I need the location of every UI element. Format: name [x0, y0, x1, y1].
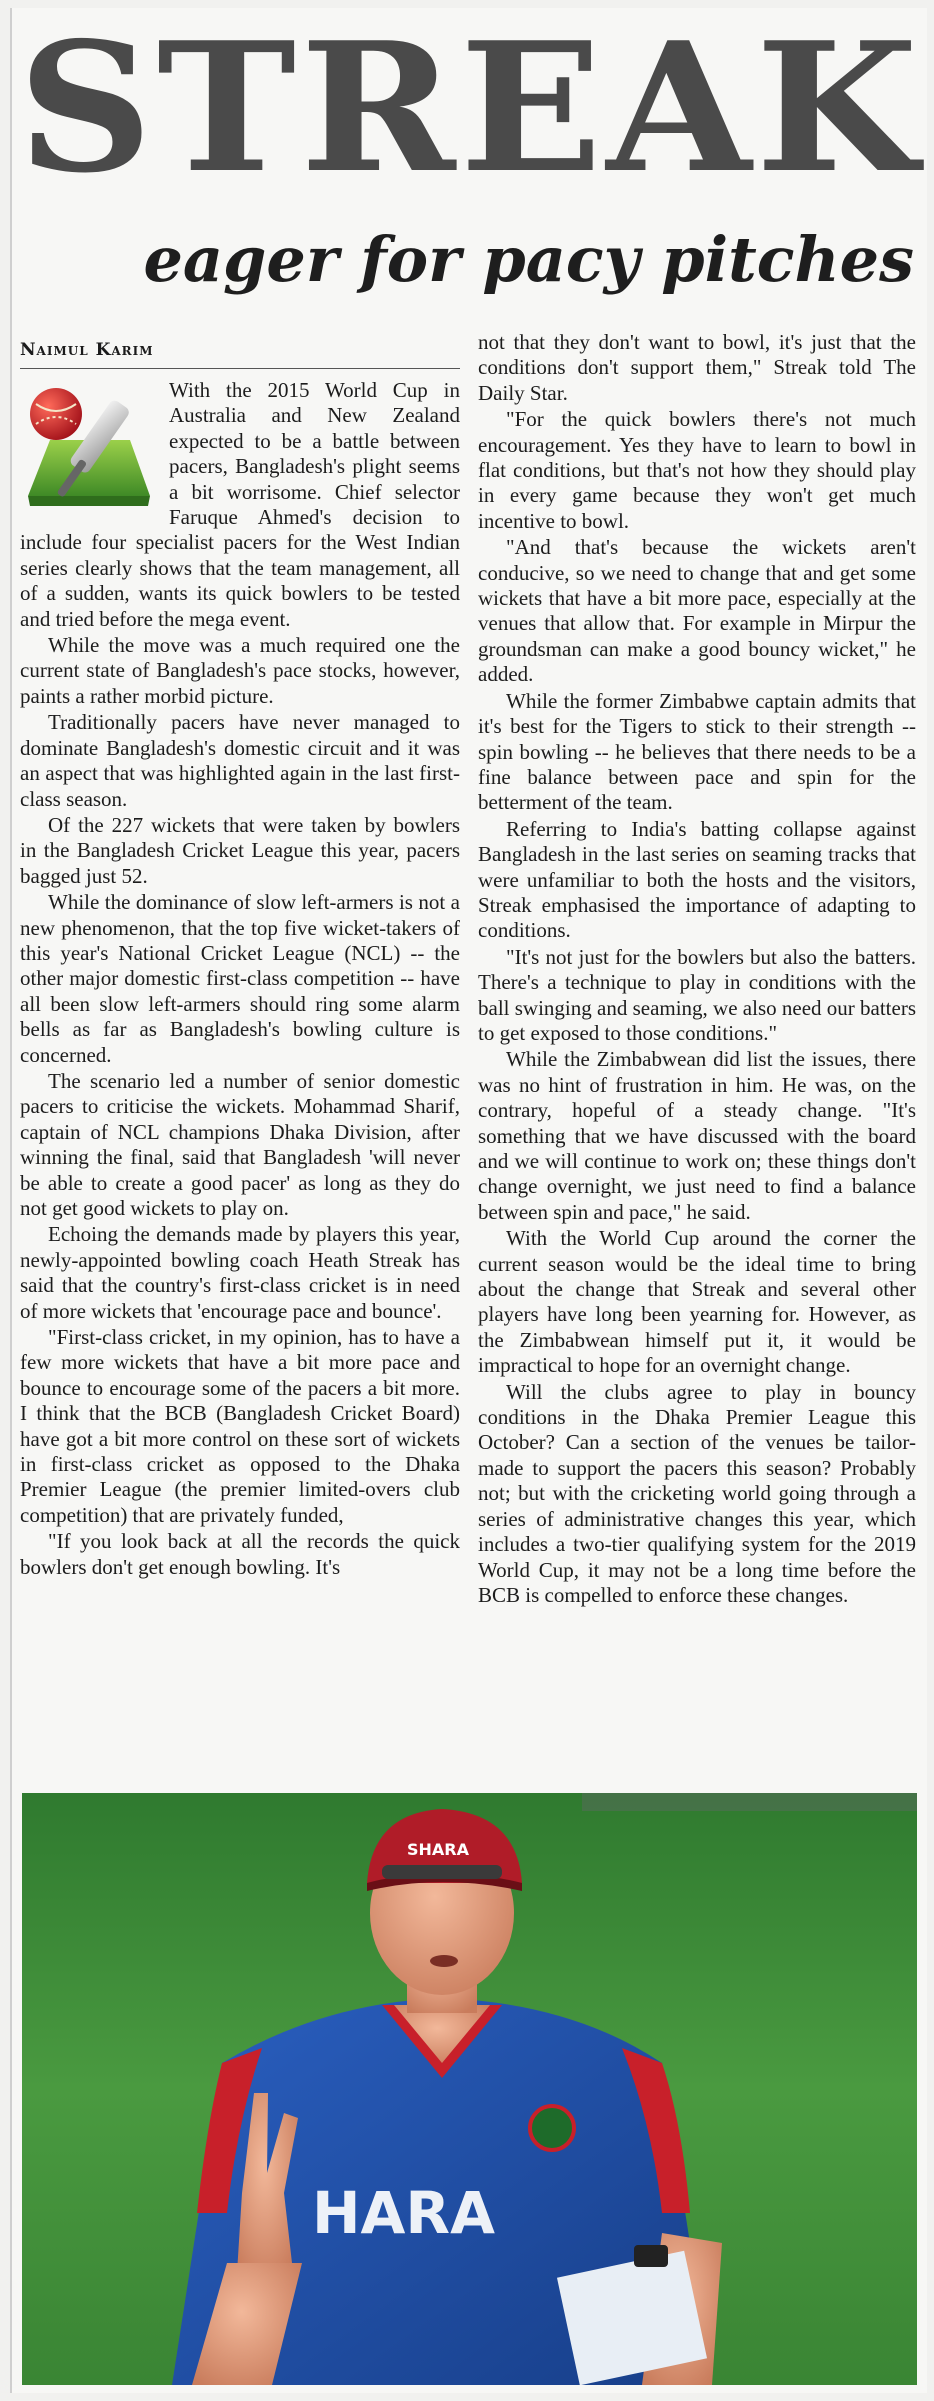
paragraph: "First-class cricket, in my opinion, has to have a few more wickets that have a bit more pace and bounce to encourage some of the pacers a bit more. I think that the BCB (Bangladesh Cricket Board) have got a bit more control on these sort of wickets in first-class cricket as opposed to the Dhaka Premier League (the premier limited-overs club competition) that are privately funded,: [20, 1325, 460, 1527]
paragraph: While the move was a much required one the current state of Bangladesh's pace stocks, however, paints a rather morbid picture.: [20, 633, 460, 708]
article-column-2: [478, 330, 916, 1609]
coach-photo: [22, 1793, 917, 2385]
paragraph: The scenario led a number of senior domestic pacers to criticise the wickets. Mohammad Sharif, captain of NCL champions Dhaka Division, after winning the final, said that Bangladesh 'will never be able to create a good pacer' as long as they do not get good wickets to play on.: [20, 1068, 460, 1220]
headline: STREAK: [17, 3, 923, 212]
paragraph: "If you look back at all the records the quick bowlers don't get enough bowling. It's: [20, 1529, 460, 1579]
subheadline: eager for pacy pitches: [143, 223, 914, 296]
paragraph: "And that's because the wickets aren't conducive, so we need to change that and get some wickets that have a bit more pace, especially at the venues that allow that. For example in Mirpur the groundsman can make a good bouncy wicket," he added.: [478, 535, 916, 687]
paragraph: Referring to India's batting collapse against Bangladesh in the last series on seaming tracks that were unfamiliar to both the hosts and the visitors, Streak emphasised the importance of adapting to conditions.: [478, 816, 916, 943]
byline: Naimul Karim: [20, 340, 460, 369]
paragraph: With the World Cup around the corner the current season would be the ideal time to bring about the change that Streak and several other players have long been yearning for. However, as the Zimbabwean himself put it, it would be impractical to hope for an overnight change.: [478, 1226, 916, 1378]
paragraph: Will the clubs agree to play in bouncy conditions in the Dhaka Premier League this October? Can a section of the venues be tailor-made to support the pacers this season? Probably not; but with the cricketing world going through a series of administrative changes this year, which includes a two-tier qualifying system for the 2019 World Cup, it may not be a long time before the BCB is compelled to enforce these changes.: [478, 1379, 916, 1607]
paragraph: Echoing the demands made by players this year, newly-appointed bowling coach Heath Streak has said that the country's first-class cricket is in need of more wickets that 'encourage pace and bounce'.: [20, 1222, 460, 1323]
paragraph: Of the 227 wickets that were taken by bowlers in the Bangladesh Cricket League this year, pacers bagged just 52.: [20, 812, 460, 888]
paragraph: "It's not just for the bowlers but also the batters. There's a technique to play in conditions with the ball swinging and seaming, we also need our batters to get exposed to those conditions.": [478, 944, 916, 1045]
cap-logo-text: SHARA: [407, 1840, 469, 1859]
cricket-icon: [20, 378, 155, 516]
paragraph: While the former Zimbabwe captain admits that it's best for the Tigers to stick to their strength -- spin bowling -- he believes that there needs to be a fine balance between pace and spin for the betterment of the team.: [478, 688, 916, 815]
paragraph: Traditionally pacers have never managed to dominate Bangladesh's domestic circuit and it was an aspect that was highlighted again in the last first-class season.: [20, 710, 460, 811]
paragraph: While the Zimbabwean did list the issues, there was no hint of frustration in him. He was, on the contrary, hopeful of a steady change. "It's something that we have discussed with the board and we will continue to work on; these things don't change overnight, we just need to find a balance between spin and pace," he said.: [478, 1047, 916, 1224]
paragraph: not that they don't want to bowl, it's just that the conditions don't support them," Streak told The Daily Star.: [478, 330, 916, 405]
article-column-1: [20, 378, 460, 1581]
paragraph: With the 2015 World Cup in Australia and New Zealand expected to be a battle between pacers, Bangladesh's plight seems a bit worrisome. Chief selector Faruque Ahmed's decision to include four specialist pacers for the West Indian series clearly shows that the team management, all of a sudden, wants its quick bowlers to be tested and tried before the mega event.: [20, 378, 460, 631]
paragraph: "For the quick bowlers there's not much encouragement. Yes they have to learn to bowl in flat conditions, but that's not how they should play in every game because they won't get much incentive to bowl.: [478, 407, 916, 533]
paragraph: While the dominance of slow left-armers is not a new phenomenon, that the top five wicket-takers of this year's National Cricket League (NCL) -- the other major domestic first-class competition -- have all been slow left-armers should ring some alarm bells as far as Bangladesh's bowling culture is concerned.: [20, 890, 460, 1067]
shirt-sponsor-text: HARA: [312, 2179, 495, 2247]
